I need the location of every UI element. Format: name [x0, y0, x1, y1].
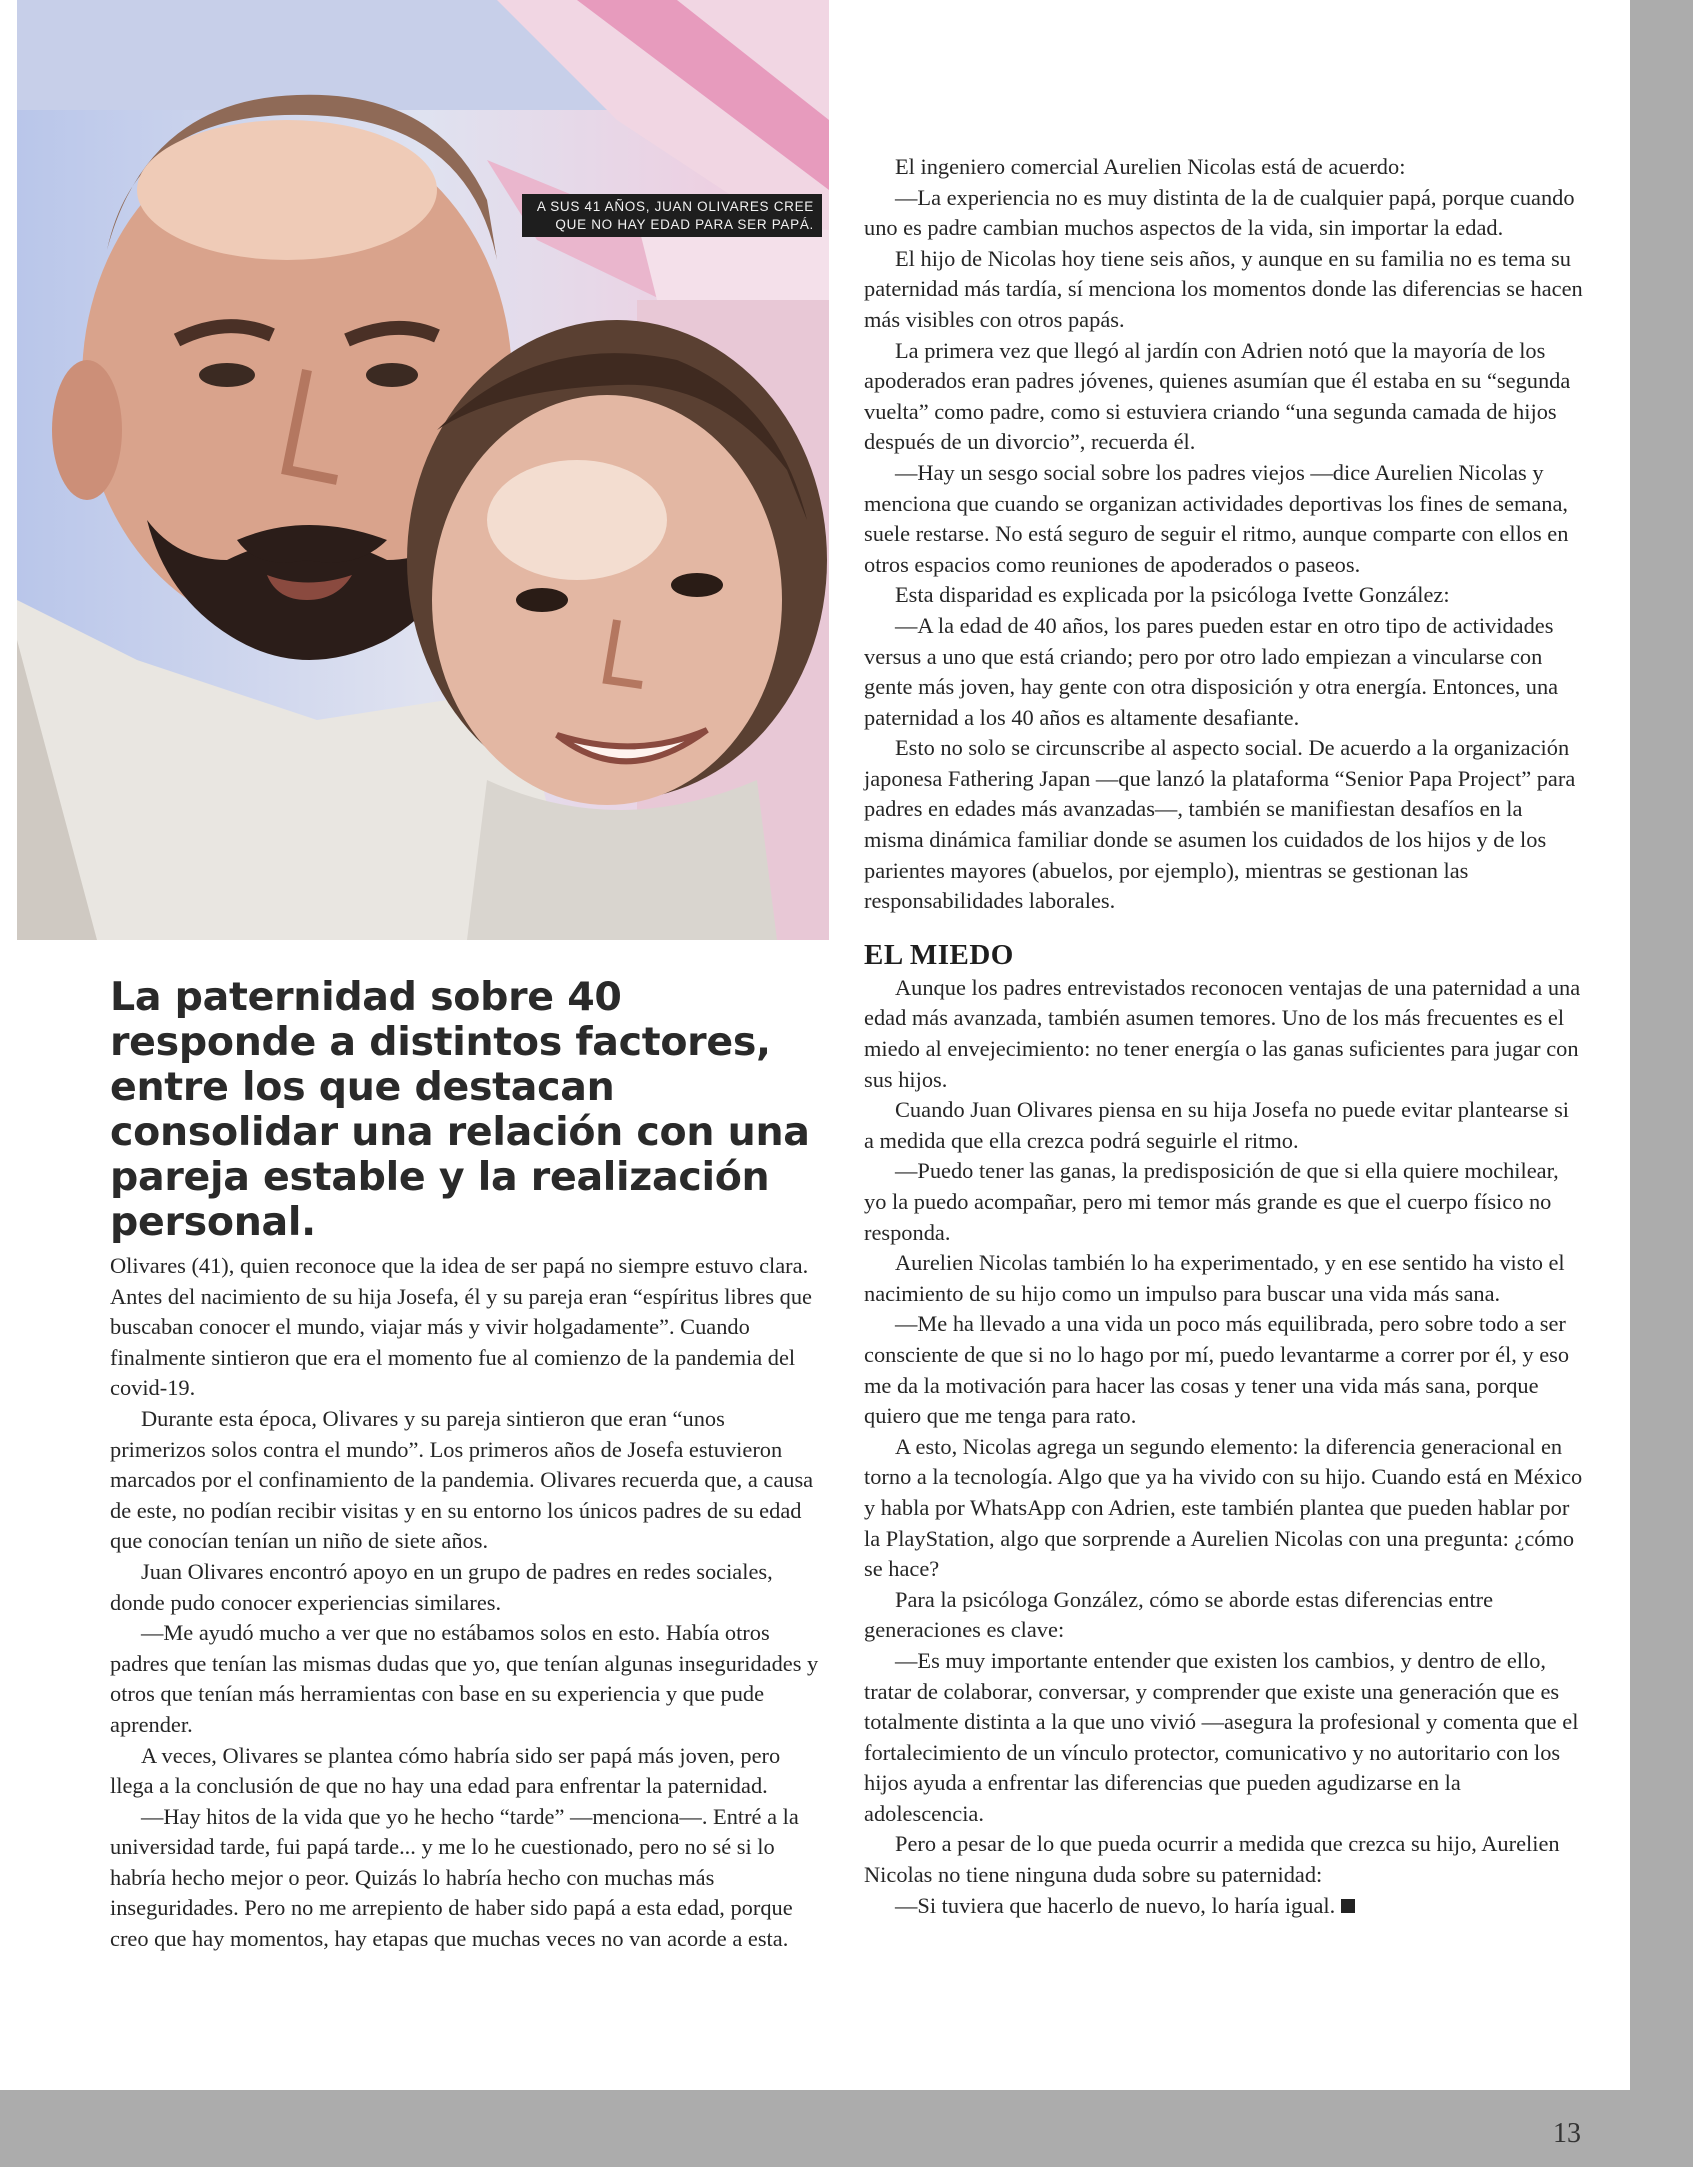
paragraph: —Me ha llevado a una vida un poco más equilibrada, pero sobre todo a ser consciente de que si no lo hago por mí, puedo levantarme a correr por él, y eso me da la motivación para hacer las cosas y tener una vida más sana, porque quiero que me tenga para rato. [864, 1311, 1570, 1429]
paragraph: —Me ayudó mucho a ver que no estábamos solos en esto. Había otros padres que tenían las mismas dudas que yo, que tenían algunas inseguridades y otros que tenían más herramientas con base en su experiencia y que pude aprender. [110, 1620, 819, 1737]
section-heading-el-miedo: EL MIEDO [864, 938, 1014, 971]
photo-caption [522, 194, 822, 237]
paragraph: Pero a pesar de lo que pueda ocurrir a medida que crezca su hijo, Aurelien Nicolas no tiene ninguna duda sobre su paternidad: [864, 1831, 1560, 1888]
paragraph: Esto no solo se circunscribe al aspecto social. De acuerdo a la organización japonesa Fathering Japan —que lanzó la plataforma “Senior Papa Project” para padres en edades más avanzadas—, también se manifiestan desafíos en la misma dinámica familiar donde se asumen los cuidados de los hijos y de los parientes mayores (abuelos, por ejemplo), mientras se gestionan las responsabilidades laborales. [864, 735, 1576, 914]
paragraph: A veces, Olivares se plantea cómo habría sido ser papá más joven, pero llega a la conclusión de que no hay una edad para enfrentar la paternidad. [110, 1742, 781, 1799]
paragraph: —Puedo tener las ganas, la predisposición de que si ella quiere mochilear, yo la puedo acompañar, pero mi temor más grande es que el cuerpo físico no responda. [864, 1158, 1559, 1245]
paragraph: Aunque los padres entrevistados reconocen ventajas de una paternidad a una edad más avanzada, también asumen temores. Uno de los más frecuentes es el miedo al envejecimiento: no tener energía o las ganas suficientes para jugar con sus hijos. [864, 974, 1581, 1092]
paragraph: Aurelien Nicolas también lo ha experimentado, y en ese sentido ha visto el nacimiento de su hijo como un impulso para buscar una vida más sana. [864, 1250, 1565, 1306]
paragraph: A esto, Nicolas agrega un segundo elemento: la diferencia generacional en torno a la tecnología. Algo que ya ha vivido con su hijo. Cuando está en México y habla por WhatsApp con Adrien, este también plantea que pueden hablar por la PlayStation, algo que sorprende a Aurelien Nicolas con una pregunta: ¿cómo se hace? [864, 1433, 1583, 1582]
paragraph: —A la edad de 40 años, los pares pueden estar en otro tipo de actividades versus a uno que está criando; pero por otro lado empiezan a vincularse con gente más joven, hay gente con otra disposición y otra energía. Entonces, una paternidad a los 40 años es altamente desafiante. [864, 612, 1559, 730]
page-number: 13 [1553, 2118, 1581, 2149]
pull-quote-headline: La paternidad sobre 40 responde a distintos factores, entre los que destacan consolidar una relación con una pareja estable y la realización personal. [110, 974, 810, 1245]
paragraph: La primera vez que llegó al jardín con Adrien notó que la mayoría de los apoderados eran padres jóvenes, quienes asumían que él estaba en su “segunda vuelta” como padre, como si estuviera criando “una segunda camada de hijos después de un divorcio”, recuerda él. [864, 337, 1571, 455]
paragraph: Olivares (41), quien reconoce que la idea de ser papá no siempre estuvo clara. Antes del nacimiento de su hija Josefa, él y su pareja eran “espíritus libres que buscaban conocer el mundo, viajar más y vivir holgadamente”. Cuando finalmente sintieron que era el momento fue al comienzo de la pandemia del covid-19. [110, 1253, 812, 1401]
paragraph: Juan Olivares encontró apoyo en un grupo de padres en redes sociales, donde pudo conocer experiencias similares. [110, 1558, 773, 1615]
paragraph: —La experiencia no es muy distinta de la de cualquier papá, porque cuando uno es padre cambian muchos aspectos de la vida, sin importar la edad. [864, 184, 1575, 241]
left-text-column [110, 1251, 826, 1955]
right-text-column [864, 152, 1584, 1921]
paragraph: Durante esta época, Olivares y su pareja sintieron que eran “unos primerizos solos contra el mundo”. Los primeros años de Josefa estuvieron marcados por el confinamiento de la pandemia. Olivares recuerda que, a causa de este, no podían recibir visitas y en su entorno los únicos padres de su edad que conocían tenían un niño de siete años. [110, 1405, 814, 1554]
paragraph: El hijo de Nicolas hoy tiene seis años, y aunque en su familia no es tema su paternidad más tardía, sí menciona los momentos donde las diferencias se hacen más visibles con otros papás. [864, 245, 1583, 332]
closing-paragraph [864, 1891, 1584, 1922]
paragraph: —Es muy importante entender que existen los cambios, y dentro de ello, tratar de colaborar, conversar, y comprender que existe una generación que es totalmente distinta a la que uno vivió —asegura la profesional y comenta que el fortalecimiento de un vínculo protector, comunicativo y no autoritario con los hijos ayuda a enfrentar las diferencias que pueden agudizarse en la adolescencia. [864, 1647, 1579, 1826]
photo-illustration [17, 0, 829, 940]
father-daughter-photo [17, 0, 829, 940]
end-of-article-mark [1341, 1899, 1355, 1913]
paragraph: —Hay un sesgo social sobre los padres viejos —dice Aurelien Nicolas y menciona que cuando se organizan actividades deportivas los fines de semana, suele restarse. No está seguro de seguir el ritmo, aunque comparte con ellos en otros espacios como reuniones de apoderados o paseos. [864, 459, 1569, 577]
paragraph: —Hay hitos de la vida que yo he hecho “tarde” —menciona—. Entré a la universidad tarde, fui papá tarde... y me lo he cuestionado, pero no sé si lo habría hecho mejor o peor. Quizás lo habría hecho con muchas más inseguridades. Pero no me arrepiento de haber sido papá a esta edad, porque creo que hay momentos, hay etapas que muchas veces no van acorde a esta. [110, 1803, 799, 1952]
paragraph: Esta disparidad es explicada por la psicóloga Ivette González: [895, 582, 1450, 608]
closing-text: —Si tuviera que hacerlo de nuevo, lo haría igual. [895, 1892, 1336, 1918]
photo-caption-line-1: A SUS 41 AÑOS, JUAN OLIVARES CREE [536, 199, 814, 214]
paragraph: El ingeniero comercial Aurelien Nicolas está de acuerdo: [895, 154, 1406, 179]
paragraph: Cuando Juan Olivares piensa en su hija Josefa no puede evitar plantearse si a medida que ella crezca podrá seguirle el ritmo. [864, 1097, 1570, 1153]
paragraph: Para la psicóloga González, cómo se aborde estas diferencias entre generaciones es clave: [864, 1586, 1494, 1643]
photo-caption-line-2: QUE NO HAY EDAD PARA SER PAPÁ. [555, 217, 814, 232]
